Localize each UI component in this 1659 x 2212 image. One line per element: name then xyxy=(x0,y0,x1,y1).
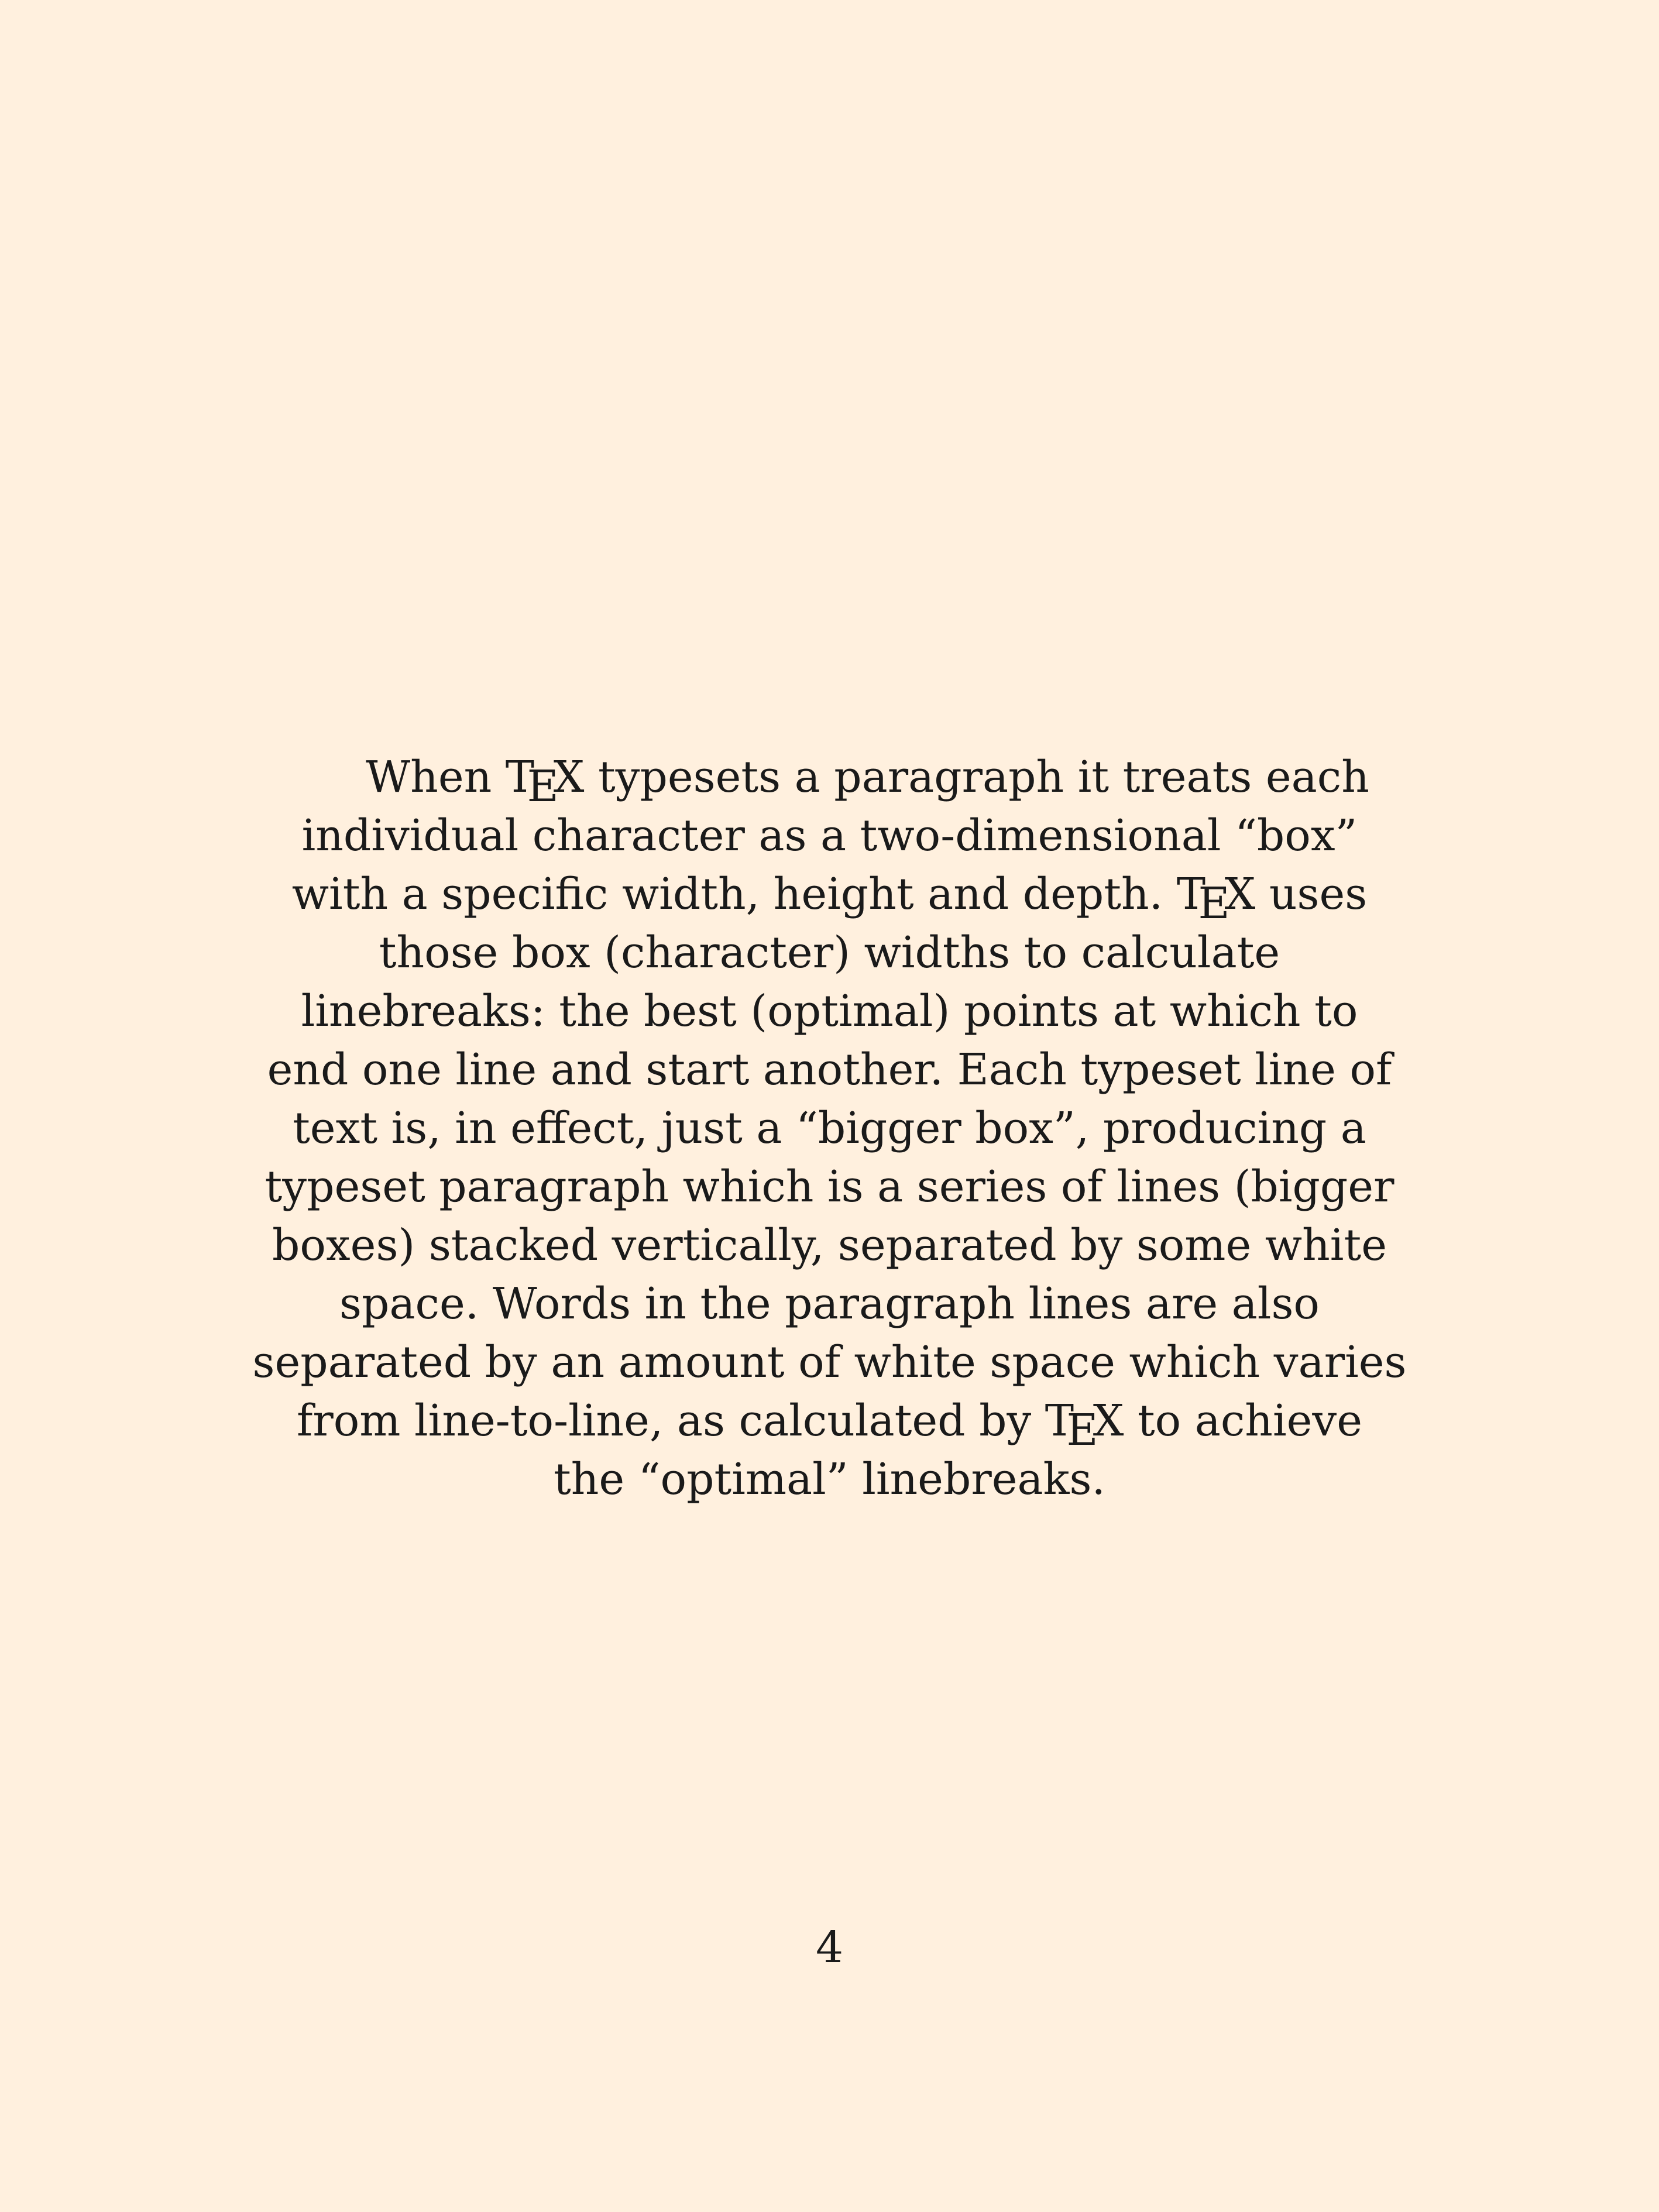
paragraph-line-9: boxes) stacked vertically, separated by some white xyxy=(272,1220,1387,1270)
tex-logo: TEX xyxy=(1176,869,1256,929)
paragraph-line-12: from line-to-line, as calculated by TEX to achieve xyxy=(0,1392,1659,1450)
paragraph-line-13: the “optimal” linebreaks. xyxy=(554,1454,1105,1505)
paragraph-line-2: individual character as a two-dimensional “box” xyxy=(301,810,1358,861)
page-number: 4 xyxy=(815,1922,844,1973)
paragraph-line-7: text is, in effect, just a “bigger box”, producing a xyxy=(293,1103,1366,1153)
tex-logo: TEX xyxy=(1045,1396,1124,1456)
paragraph-line-10: space. Words in the paragraph lines are also xyxy=(339,1279,1320,1329)
tex-logo: TEX xyxy=(505,752,585,812)
paragraph-line-11: separated by an amount of white space which varies xyxy=(252,1337,1407,1387)
paragraph-line-8: typeset paragraph which is a series of lines (bigger xyxy=(265,1162,1394,1212)
paragraph-line-6: end one line and start another. Each typeset line of xyxy=(267,1045,1392,1095)
paragraph-line-5: linebreaks: the best (optimal) points at which to xyxy=(301,986,1358,1036)
paragraph-line-3: with a specific width, height and depth. TEX uses xyxy=(0,865,1659,923)
paragraph-line-1: When TEX typesets a paragraph it treats each xyxy=(0,748,1659,806)
paragraph-line-4: those box (character) widths to calculate xyxy=(379,928,1280,978)
